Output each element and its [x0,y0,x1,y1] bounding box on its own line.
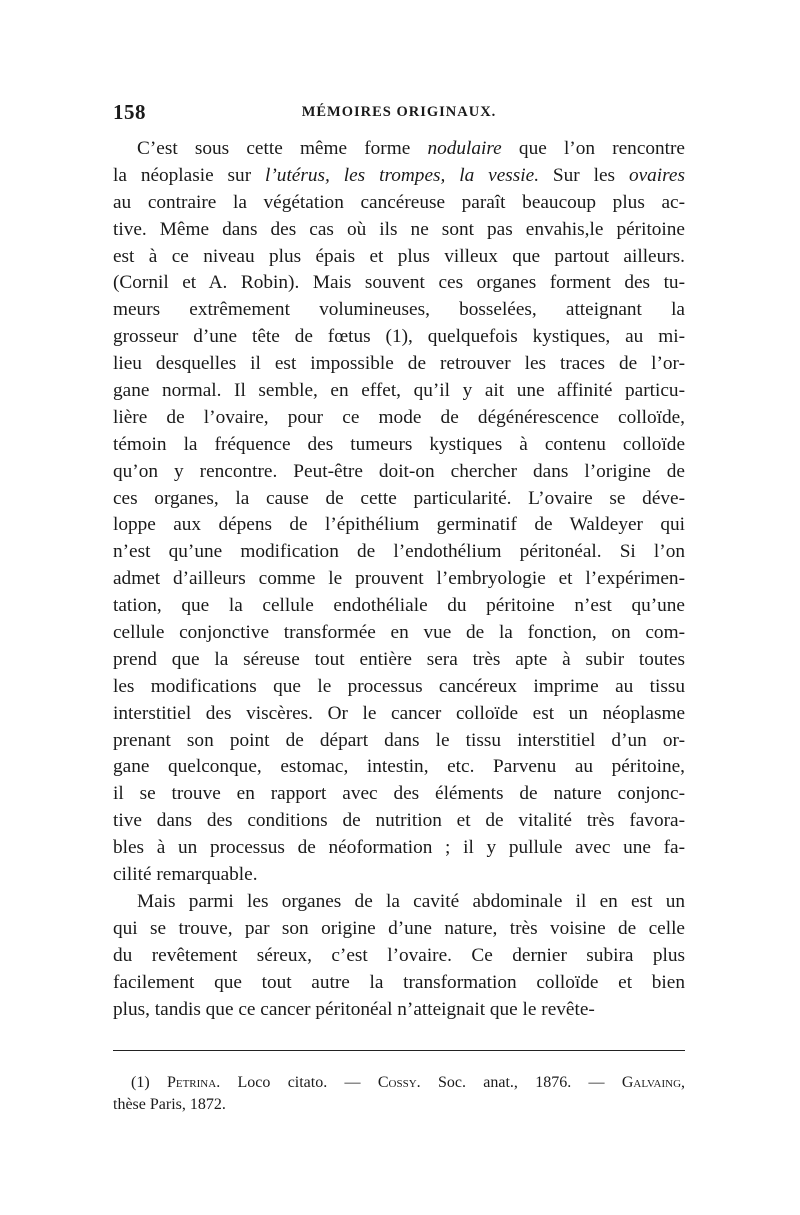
text-line: gane normal. Il semble, en effet, qu’il y ait une affinité particu- [113,380,685,402]
body-text [113,136,685,1023]
text-line: n’est qu’une modification de l’endothélium péritonéal. Si l’on [113,541,685,563]
text-line: témoin la fréquence des tumeurs kystiques à contenu colloïde [113,433,685,455]
text-line: gane quelconque, estomac, intestin, etc. Parvenu au péritoine, [113,756,685,778]
footnote-text: Soc. anat., 1876. — [437,1074,605,1091]
text-line: C’est sous cette même forme nodulaire que l’on rencontre [137,138,685,159]
text-line: loppe aux dépens de l’épithélium germinatif de Waldeyer qui [113,514,685,536]
text-line: lière de l’ovaire, pour ce mode de dégénérescence colloïde, [113,406,685,428]
text-line: les modifications que le processus cancéreux imprime au tissu [113,675,685,697]
footnote-author: Galvaing, [621,1074,686,1091]
text-line: interstitiel des viscères. Or le cancer colloïde est un néoplasme [113,702,685,724]
text-line: au contraire la végétation cancéreuse paraît beaucoup plus ac- [113,191,685,213]
text-line: du revêtement séreux, c’est l’ovaire. Ce dernier subira plus [113,944,685,966]
running-title: MÉMOIRES ORIGINAUX. [301,104,497,120]
text-line: la néoplasie sur l’utérus, les trompes, la vessie. Sur les ovaires [113,164,685,186]
text-line: plus, tandis que ce cancer péritonéal n’atteignait que le revête- [113,998,595,1020]
text-line: facilement que tout autre la transformation colloïde et bien [113,971,685,993]
text-line: prenant son point de départ dans le tissu interstitiel d’un or- [113,729,685,751]
text-line: ces organes, la cause de cette particularité. L’ovaire se déve- [113,487,685,509]
text-line: il se trouve en rapport avec des éléments de nature conjonc- [113,783,685,805]
footnote-text: Loco citato. — [237,1074,361,1091]
text-line: admet d’ailleurs comme le prouvent l’embryologie et l’expérimen- [113,568,685,590]
text-line: Mais parmi les organes de la cavité abdominale il en est un [137,890,685,912]
text-line: tation, que la cellule endothéliale du péritoine n’est qu’une [113,595,685,617]
footnote-line: thèse Paris, 1872. [113,1096,226,1113]
text-line: tive dans des conditions de nutrition et de vitalité très favora- [113,810,685,832]
footnote-rule [113,1050,685,1051]
text-line: grosseur d’une tête de fœtus (1), quelquefois kystiques, au mi- [113,326,685,348]
text-line: cellule conjonctive transformée en vue de la fonction, on com- [113,622,685,644]
text-line: meurs extrêmement volumineuses, bosselées, atteignant la [113,299,685,321]
text-line: bles à un processus de néoformation ; il y pullule avec une fa- [113,837,685,859]
text-line: qu’on y rencontre. Peut-être doit-on chercher dans l’origine de [113,460,685,482]
footnotes [113,1072,685,1116]
text-line: lieu desquelles il est impossible de retrouver les traces de l’or- [113,353,685,375]
text-line: prend que la séreuse tout entière sera très apte à subir toutes [113,648,685,670]
text-line: est à ce niveau plus épais et plus villeux que partout ailleurs. [113,245,685,267]
footnote-author: Cossy. [377,1074,421,1091]
footnote-line [113,1072,685,1094]
footnote-author: Petrina. [166,1074,221,1091]
text-line: tive. Même dans des cas où ils ne sont pas envahis,le péritoine [113,218,685,240]
text-line: cilité remarquable. [113,864,258,886]
page-header [113,100,685,124]
footnote-marker: (1) [131,1074,150,1091]
page-number: 158 [113,100,146,124]
text-line: (Cornil et A. Robin). Mais souvent ces organes forment des tu- [113,272,685,294]
text-line: qui se trouve, par son origine d’une nature, très voisine de celle [113,917,685,939]
